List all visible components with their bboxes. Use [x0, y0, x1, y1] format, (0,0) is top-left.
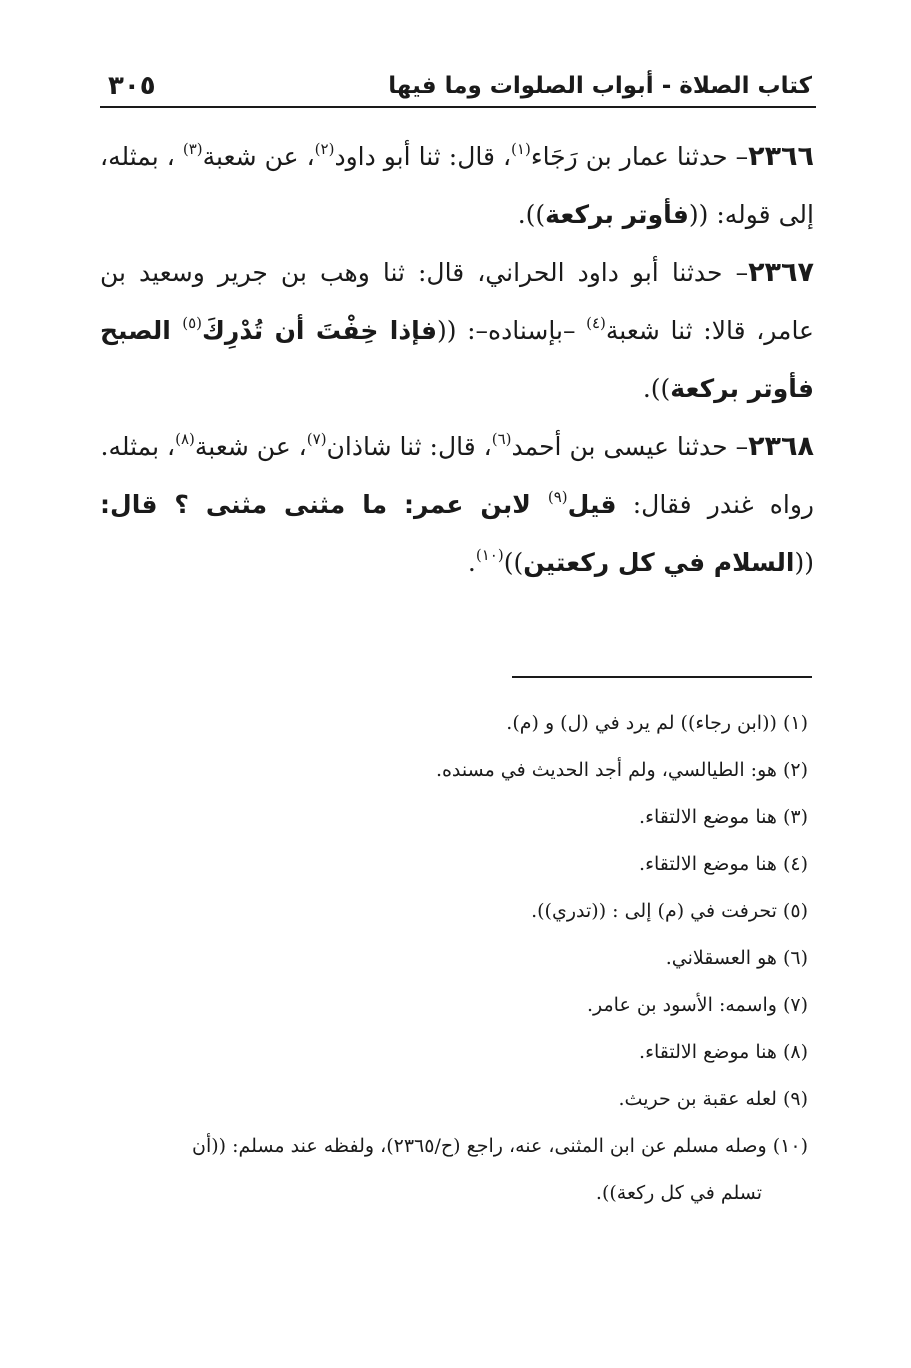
footnotes — [90, 700, 808, 1217]
footnote-ref: (٧) — [306, 430, 327, 448]
running-title: كتاب الصلاة - أبواب الصلوات وما فيها — [388, 73, 812, 99]
riwaya-matn: لابن عمر: ما مثنى مثنى ؟ قال: — [100, 490, 548, 519]
footnote-8: (٨) هنا موضع الالتقاء. — [639, 1041, 808, 1063]
footnote-ref: (١٠) — [475, 546, 504, 564]
footnote-ref: (٨) — [175, 430, 195, 448]
hadith-2367 — [100, 244, 814, 418]
footnote-ref: (١) — [511, 140, 531, 158]
hadith-2368 — [100, 418, 814, 476]
hadith-text: ، قال: ثنا شاذان — [326, 432, 492, 461]
footnote-ref: (٤) — [586, 314, 606, 332]
riwaya-text: )) — [503, 548, 524, 577]
hadith-text: ، عن شعبة — [202, 142, 315, 171]
main-text — [100, 128, 814, 592]
riwaya-ghundar — [100, 476, 814, 592]
hadith-text: )). — [642, 374, 671, 403]
footnote-ref: (٣) — [182, 140, 203, 158]
riwaya-text: رواه غندر فقال: — [616, 490, 814, 519]
riwaya-matn: قيل — [567, 490, 617, 519]
hadith-number: ٢٣٦٨ — [748, 431, 814, 462]
hadith-text: )). — [517, 200, 546, 229]
footnote-9: (٩) لعله عقبة بن حريث. — [618, 1088, 808, 1110]
hadith-text: ، عن شعبة — [194, 432, 307, 461]
footnote-4: (٤) هنا موضع الالتقاء. — [639, 853, 808, 875]
footnote-10-line-1: (١٠) وصله مسلم عن ابن المثنى، عنه، راجع (ح/٢٣٦٥)، ولفظه عند مسلم: ((أن — [192, 1135, 808, 1157]
footnote-7: (٧) واسمه: الأسود بن عامر. — [586, 994, 808, 1016]
footnote-ref: (٢) — [314, 140, 335, 158]
footnote-3: (٣) هنا موضع الالتقاء. — [639, 806, 808, 828]
hadith-text: ، بمثله، إلى قوله: (( — [100, 142, 814, 229]
footnote-ref: (٦) — [491, 430, 512, 448]
footnote-6: (٦) هو العسقلاني. — [665, 947, 808, 969]
riwaya-matn: السلام في كل ركعتين — [523, 548, 795, 577]
footnote-1: (١) ((ابن رجاء)) لم يرد في (ل) و (م). — [506, 712, 808, 734]
hadith-2366 — [100, 128, 814, 244]
hadith-number: ٢٣٦٦ — [748, 141, 815, 172]
page-header — [100, 66, 816, 108]
hadith-text: – حدثنا أبو داود الحراني، قال: ثنا وهب بن جرير وسعيد بن عامر، قالا: ثنا شعبة — [100, 258, 814, 345]
hadith-text: ، قال: ثنا أبو داود — [334, 142, 512, 171]
hadith-text: – حدثنا عمار بن رَجَاء — [530, 142, 749, 171]
riwaya-text: (( — [794, 548, 814, 577]
footnote-5: (٥) تحرفت في (م) إلى : ((تدري)). — [531, 900, 808, 922]
hadith-text: – حدثنا عيسى بن أحمد — [511, 432, 749, 461]
footnote-2: (٢) هو: الطيالسي، ولم أجد الحديث في مسنده. — [435, 759, 808, 781]
hadith-matn: فأوتر بركعة — [545, 200, 689, 229]
hadith-matn: الصبح فأوتر بركعة — [100, 316, 814, 403]
footnote-divider — [512, 676, 812, 678]
hadith-matn: فإذا خِفْتَ أن تُدْرِكَ — [202, 316, 437, 345]
footnote-ref: (٥) — [182, 314, 203, 332]
hadith-text: –بإسناده–: (( — [436, 316, 587, 345]
hadith-text: ، بمثله. — [100, 432, 176, 461]
footnote-10-line-2: تسلم في كل ركعة)). — [595, 1182, 762, 1204]
hadith-number: ٢٣٦٧ — [748, 257, 814, 288]
riwaya-text: . — [467, 548, 476, 577]
page-number: ٣٠٥ — [108, 71, 156, 101]
footnote-ref: (٩) — [547, 488, 568, 506]
